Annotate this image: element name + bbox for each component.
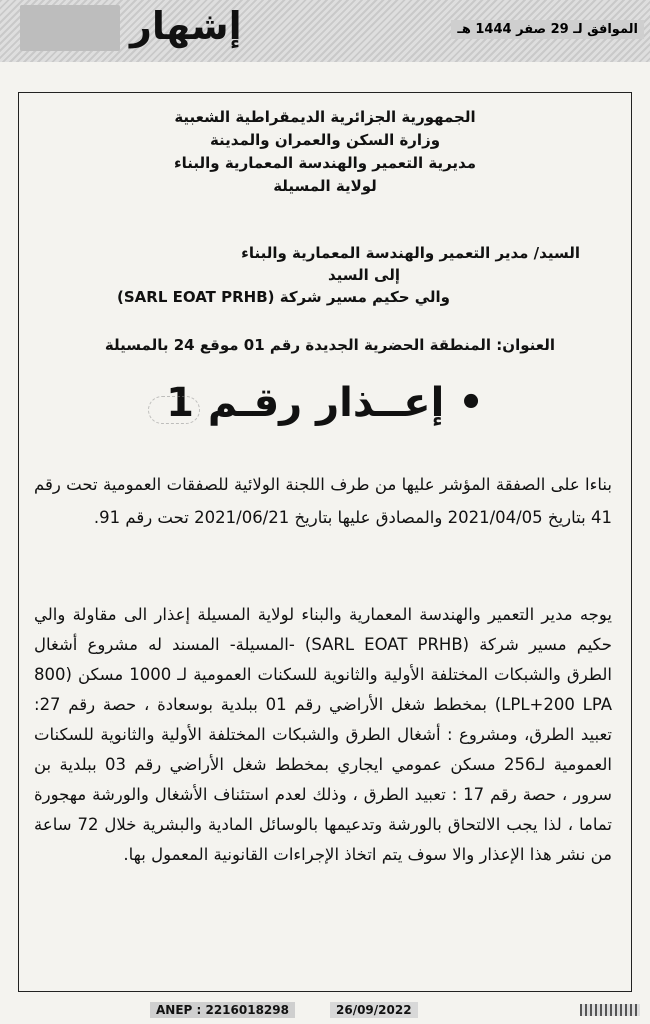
warning-title: • إعــذار رقـم 1 [166, 380, 484, 426]
paragraph-basis: بناءا على الصفقة المؤشر عليها من طرف اللجنة الولائية للصفقات العمومية تحت رقم 41 بتاريخ 2021/04/05 والمصادق عليها بتاريخ 2021/06/21 تحت رقم 91. [34, 475, 612, 527]
section-title: إشهار [130, 4, 242, 48]
letterhead-wilaya: لولاية المسيلة [273, 177, 377, 195]
recipient-line: والي حكيم مسير شركة (SARL EOAT PRHB) [117, 288, 450, 306]
sender-line: السيد/ مدير التعمير والهندسة المعمارية والبناء [241, 244, 580, 262]
faded-stamp [148, 396, 200, 424]
anep-code: ANEP : 2216018298 [150, 1002, 295, 1018]
letterhead-directorate: مديرية التعمير والهندسة المعمارية والبناء [173, 154, 477, 172]
address-line: العنوان: المنطقة الحضرية الجديدة رقم 01 موقع 24 بالمسيلة [104, 336, 555, 354]
letterhead-republic: الجمهورية الجزائرية الديمقراطية الشعبية [174, 108, 476, 126]
header-dark-block [20, 5, 120, 51]
footer-date: 26/09/2022 [330, 1002, 418, 1018]
paragraph-notice: يوجه مدير التعمير والهندسة المعمارية والبناء لولاية المسيلة إعذار الى مقاولة والي حكيم مسير شركة (SARL EOAT PRHB) -المسيلة- المسند له مشروع أشغال الطرق والشبكات المختلفة الأولية والثانوية للسكنات العمومية لـ 1000 مسكن (800 LPL+200 LPA) بمخطط شغل الأراضي رقم 01 ببلدية بوسعادة ، حصة رقم 27: تعبيد الطرق، ومشروع : أشغال الطرق والشبكات المختلفة الأولية والثانوية للسكنات العمومية لـ256 مسكن عمومي ايجاري بمخطط شغل الأراضي رقم 03 ببلدية بن سرور ، حصة رقم 17 : تعبيد الطرق ، وذلك لعدم استئناف الأشغال والورشة مهجورة تماما ، لذا يجب الالتحاق بالورشة وتدعيمها بالوسائل المادية والبشرية خلال 72 ساعة من نشر هذا الإعذار والا سوف يتم اتخاذ الإجراءات القانونية المعمول بها. [34, 605, 613, 864]
letterhead-ministry: وزارة السكن والعمران والمدينة [209, 131, 441, 149]
issue-date: الموافق لـ 29 صفر 1444 هـ [451, 20, 644, 39]
to-line: إلى السيد [328, 266, 400, 284]
page-header [0, 0, 650, 62]
page-footer [0, 996, 650, 1024]
footer-barcode [580, 1004, 640, 1016]
